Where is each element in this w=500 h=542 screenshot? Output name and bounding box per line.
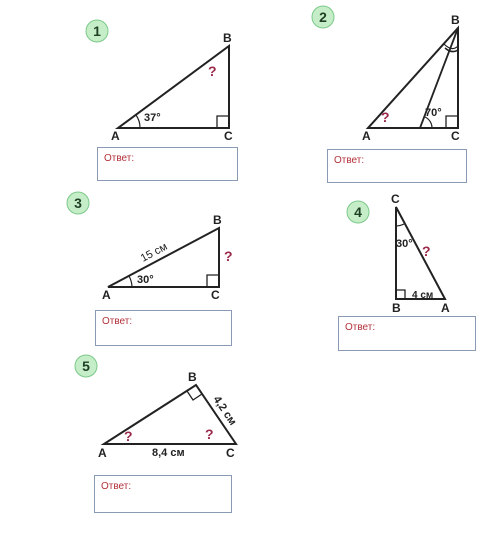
answer-field-3[interactable] [95,310,232,346]
unknown-mark: ? [422,243,431,259]
angle-label: 70° [425,107,442,119]
vertex-a: A [102,288,111,302]
answer-label: Ответ: [101,481,132,492]
answer-label: Ответ: [334,155,365,166]
vertex-b: B [451,13,460,27]
vertex-a: A [441,301,450,315]
problem-number: 1 [93,23,101,39]
vertex-c: C [211,288,220,302]
answer-field-2[interactable] [327,149,467,183]
answer-field-1[interactable] [97,147,238,181]
unknown-mark-c: ? [205,426,214,442]
vertex-a: A [362,129,371,143]
triangle [118,46,229,128]
vertex-b: B [392,301,401,315]
vertex-c: C [224,129,233,143]
problem-number: 3 [74,195,82,211]
right-angle-mark [207,275,219,287]
angle-label: 37° [144,112,161,124]
vertex-b: B [223,31,232,45]
side-ac-label: 8,4 см [152,447,185,459]
unknown-mark: ? [224,248,233,264]
vertex-a: A [111,129,120,143]
side-bc-label: 4,2 см [210,393,239,428]
vertex-b: B [213,213,222,227]
problem-number: 2 [319,9,327,25]
vertex-c: C [226,446,235,460]
problem-4 [347,192,450,315]
answer-label: Ответ: [104,153,135,164]
angle-arc-a [136,115,140,128]
problem-1 [86,20,233,143]
vertex-c: C [451,129,460,143]
triangle [108,228,219,287]
problem-3 [67,192,233,302]
hypotenuse-label: 15 см [138,240,170,265]
angle-label: 30° [137,274,154,286]
angle-arc-c [396,224,404,226]
angle-arc-a [129,276,132,287]
right-angle-mark [446,116,458,128]
right-angle-mark [396,290,405,299]
angle-label: 30° [396,238,413,250]
problem-5 [75,355,239,460]
right-angle-mark [217,116,229,128]
vertex-a: A [98,446,107,460]
answer-field-5[interactable] [94,475,232,513]
answer-label: Ответ: [345,322,376,333]
vertex-c: C [391,192,400,206]
unknown-mark-a: ? [124,428,133,444]
leg-label: 4 см [412,290,434,301]
unknown-mark: ? [381,109,390,125]
problem-number: 4 [354,204,362,220]
unknown-mark: ? [208,63,217,79]
answer-field-4[interactable] [338,316,476,351]
problem-number: 5 [82,358,90,374]
vertex-b: B [188,370,197,384]
triangle [396,207,445,299]
right-angle-mark [187,391,202,400]
problem-2 [312,6,460,143]
answer-label: Ответ: [102,316,133,327]
